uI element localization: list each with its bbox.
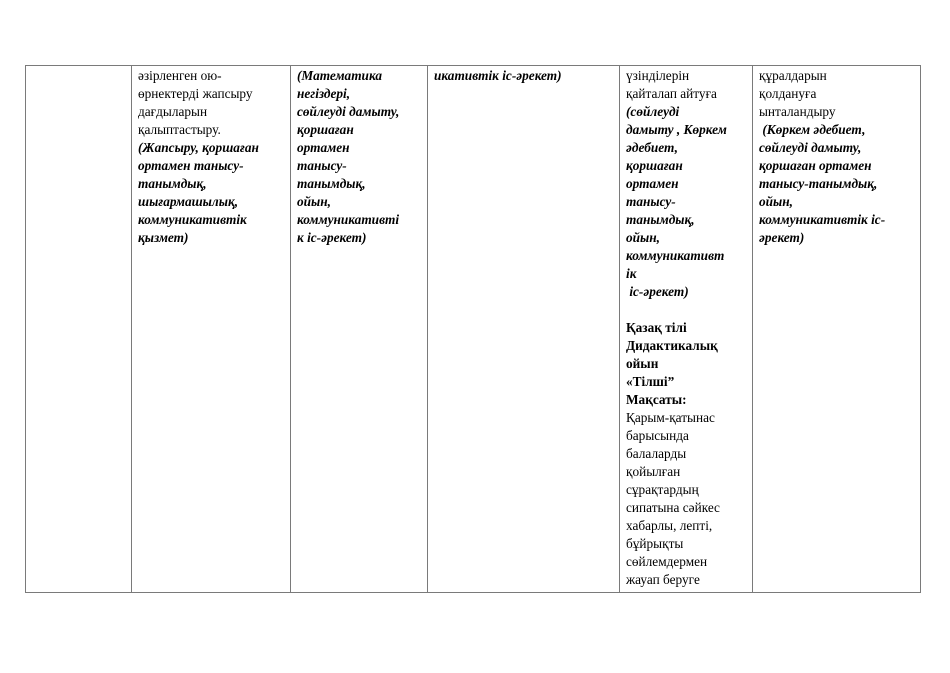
cell-col2 — [132, 66, 291, 593]
text-line: танымдық, — [297, 176, 366, 191]
spacer — [626, 301, 749, 319]
text-line: ортамен — [297, 140, 350, 155]
text-line: ойын, — [759, 194, 793, 209]
text-line: к іс-әрекет) — [297, 230, 367, 245]
text-line: қойылған — [626, 464, 681, 479]
text-line: бұйрықты — [626, 536, 684, 551]
cell-col5 — [620, 66, 753, 593]
lesson-plan-table — [25, 65, 921, 593]
text-line: негіздері, — [297, 86, 351, 101]
text-line: танымдық, — [626, 212, 695, 227]
text-line: балаларды — [626, 446, 687, 461]
text-line: танысу- — [297, 158, 347, 173]
cell-col6 — [753, 66, 921, 593]
text-line: танысу- — [626, 194, 676, 209]
text-line: «Тілші” — [626, 374, 675, 389]
text-line: қоршаған ортамен — [759, 158, 872, 173]
text-line: Қарым-қатынас — [626, 410, 715, 425]
text-line: танымдық, — [138, 176, 207, 191]
text-line: үзінділерін — [626, 68, 690, 83]
text-line: (Математика — [297, 68, 383, 83]
col3-activity-text — [297, 67, 424, 247]
col2-activity-text — [138, 139, 287, 247]
text-line: (сөйлеуді — [626, 104, 680, 119]
text-line: ынталандыру — [759, 104, 836, 119]
text-line: коммуникативтік іс- — [759, 212, 886, 227]
text-line: ортамен — [626, 176, 679, 191]
text-line: қолдануға — [759, 86, 817, 101]
text-line: ік — [626, 266, 637, 281]
text-line: коммуникативтік — [138, 212, 247, 227]
text-line: қоршаған — [626, 158, 683, 173]
col6-activity-text — [759, 121, 917, 247]
text-line: ортамен танысу- — [138, 158, 244, 173]
col5-goal-text — [626, 409, 749, 589]
col2-normal-text — [138, 67, 287, 139]
text-line: ойын, — [626, 230, 660, 245]
text-line: коммуникативт — [626, 248, 725, 263]
text-line: өрнектерді жапсыру — [138, 86, 253, 101]
text-line: қайталап айтуға — [626, 86, 717, 101]
text-line: танысу-танымдық, — [759, 176, 878, 191]
col5-game-heading — [626, 319, 749, 409]
cell-col4 — [428, 66, 620, 593]
col5-activity-text — [626, 103, 749, 301]
text-line: хабарлы, лепті, — [626, 518, 713, 533]
text-line: (Көркем әдебиет, — [759, 122, 866, 137]
text-line: ойын, — [297, 194, 331, 209]
text-line: барысында — [626, 428, 689, 443]
text-line: құралдарын — [759, 68, 827, 83]
text-line: сұрақтардың — [626, 482, 699, 497]
text-line: Дидактикалық — [626, 338, 718, 353]
text-line: әдебиет, — [626, 140, 678, 155]
text-line: ойын — [626, 356, 659, 371]
cell-col3 — [291, 66, 428, 593]
text-line: икативтік іс-әрекет) — [434, 68, 562, 83]
text-line: қалыптастыру. — [138, 122, 221, 137]
text-line: Мақсаты: — [626, 392, 687, 407]
text-line: сөйлеуді дамыту, — [297, 104, 400, 119]
text-line: (Жапсыру, қоршаған — [138, 140, 259, 155]
text-line: шығармашылық, — [138, 194, 239, 209]
text-line: коммуникативті — [297, 212, 400, 227]
text-line: қоршаған — [297, 122, 354, 137]
cell-empty — [26, 66, 132, 593]
text-line: сөйлемдермен — [626, 554, 708, 569]
text-line: Қазақ тілі — [626, 320, 687, 335]
text-line: дағдыларын — [138, 104, 208, 119]
text-line: әзірленген ою- — [138, 68, 222, 83]
text-line: іс-әрекет) — [626, 284, 689, 299]
text-line: дамыту , Көркем — [626, 122, 727, 137]
col4-activity-text — [434, 67, 616, 85]
table-row — [26, 66, 921, 593]
text-line: жауап беруге — [626, 572, 700, 587]
col5-intro-text — [626, 67, 749, 103]
text-line: сөйлеуді дамыту, — [759, 140, 862, 155]
text-line: сипатына сәйкес — [626, 500, 720, 515]
col6-normal-text — [759, 67, 917, 121]
text-line: қызмет) — [138, 230, 189, 245]
text-line: әрекет) — [759, 230, 805, 245]
